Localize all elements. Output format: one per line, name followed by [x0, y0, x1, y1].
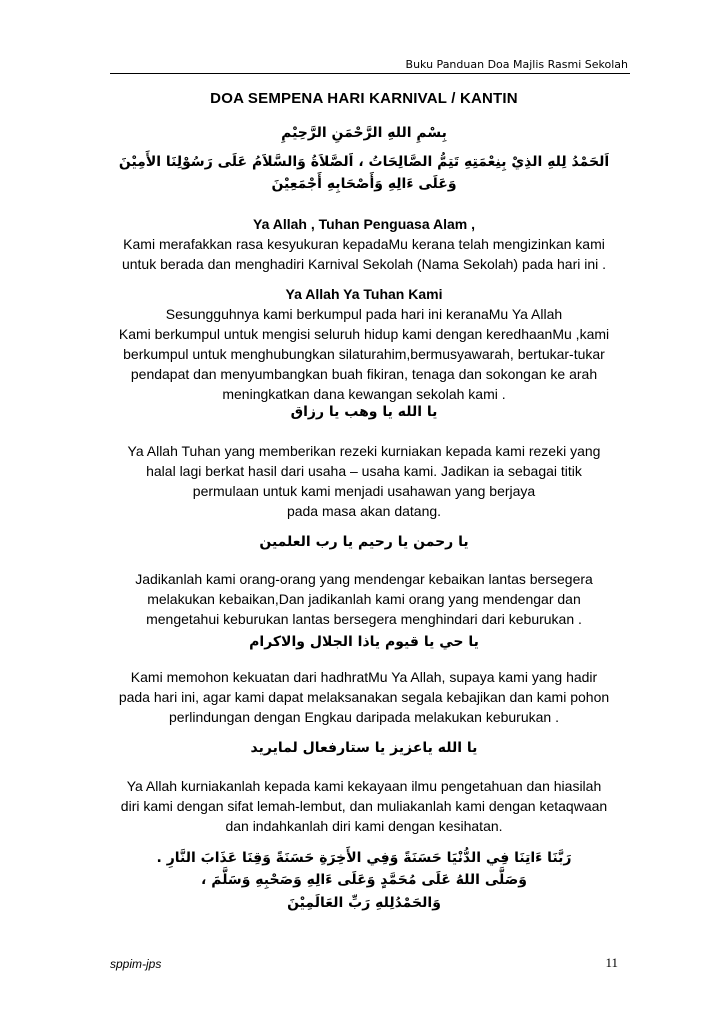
- arabic-closing-line-2: وَصَلَّى اللهُ عَلَى مُحَمَّدٍ وَعَلَى ءَالِهِ وَصَحْبِهِ وَسَلَّمَ ،: [201, 872, 527, 888]
- paragraph-3-line: halal lagi berkat hasil dari usaha – usaha kami. Jadikan ia sebagai titik: [146, 463, 582, 479]
- paragraph-5-line: perlindungan dengan Engkau daripada melakukan keburukan .: [169, 709, 559, 725]
- paragraph-3-line: Ya Allah Tuhan yang memberikan rezeki kurniakan kepada kami rezeki yang: [127, 443, 601, 459]
- paragraph-4-line: melakukan kebaikan,Dan jadikanlah kami orang yang mendengar dan: [147, 591, 581, 607]
- arabic-ya-wahhab: يا الله يا وهب يا رزاق: [290, 404, 438, 420]
- arabic-ya-aziz: يا الله ياعزيز يا ستارفعال لمايريد: [250, 740, 478, 756]
- paragraph-3: [104, 441, 624, 521]
- footer-source: sppim-jps: [110, 957, 162, 971]
- paragraph-6-line: dan indahkanlah diri kami dengan kesihatan.: [225, 818, 503, 834]
- paragraph-3-line: pada masa akan datang.: [286, 503, 442, 519]
- arabic-closing-line-1: رَبَّنَا ءَاتِنَا فِي الدُّنْيَا حَسَنَةً وَفِي الأَخِرَةِ حَسَنَةً وَقِنَا عَذَابَ النَّارِ .: [156, 850, 572, 866]
- paragraph-5-line: pada hari ini, agar kami dapat melaksanakan segala kebajikan dan kami pohon: [118, 689, 610, 705]
- header-rule: [110, 73, 630, 74]
- paragraph-3-line: permulaan untuk kami menjadi usahawan yang berjaya: [192, 483, 536, 499]
- arabic-ya-rahman: يا رحمن يا رحيم يا رب العلمين: [259, 534, 469, 550]
- arabic-bismillah: بِسْمِ اللهِ الرَّحْمَنِ الرَّحِيْمِ: [281, 125, 447, 141]
- paragraph-2-line: Kami berkumpul untuk mengisi seluruh hidup kami dengan keredhaanMu ,kami: [118, 326, 610, 342]
- paragraph-1-heading: Ya Allah , Tuhan Penguasa Alam ,: [253, 216, 475, 232]
- paragraph-2-line: meningkatkan dana kewangan sekolah kami .: [222, 386, 506, 402]
- paragraph-5: [104, 667, 624, 727]
- paragraph-2-line: Sesungguhnya kami berkumpul pada hari ini keranaMu Ya Allah: [165, 306, 563, 322]
- page-title: DOA SEMPENA HARI KARNIVAL / KANTIN: [210, 90, 518, 107]
- paragraph-6-line: Ya Allah kurniakanlah kepada kami kekayaan ilmu pengetahuan dan hiasilah: [126, 778, 602, 794]
- paragraph-6-line: diri kami dengan sifat lemah-lembut, dan muliakanlah kami dengan ketaqwaan: [120, 798, 608, 814]
- arabic-hamd-line-1: اَلحَمْدُ لِلهِ الذِيْ بِنِعْمَتِهِ تَتِمُّ الصَّالِحَاتُ ، اَلصَّلاَةُ وَالسَّلاَمُ عَلَى رَسُوْلِنَا الأَمِيْنَ: [118, 154, 610, 170]
- paragraph-5-line: Kami memohon kekuatan dari hadhratMu Ya Allah, supaya kami yang hadir: [130, 669, 598, 685]
- paragraph-4-line: Jadikanlah kami orang-orang yang mendengar kebaikan lantas bersegera: [135, 571, 593, 587]
- arabic-ya-hayyu: يا حي يا قيوم ياذا الجلال والاكرام: [249, 634, 479, 650]
- running-header: Buku Panduan Doa Majlis Rasmi Sekolah: [405, 58, 628, 71]
- paragraph-2: [104, 284, 624, 404]
- paragraph-4-line: mengetahui keburukan lantas bersegera menghindari dari keburukan .: [146, 611, 582, 627]
- paragraph-2-heading: Ya Allah Ya Tuhan Kami: [285, 286, 443, 302]
- paragraph-1-line: Kami merafakkan rasa kesyukuran kepadaMu kerana telah mengizinkan kami: [123, 236, 605, 252]
- arabic-closing-line-3: وَالحَمْدُلِلهِ رَبِّ العَالَمِيْنَ: [287, 895, 441, 911]
- arabic-hamd-line-2: وَعَلَى ءَالِهِ وَأَصْحَابِهِ أَجْمَعِيْنَ: [271, 176, 457, 192]
- paragraph-6: [104, 776, 624, 836]
- paragraph-1: [104, 214, 624, 274]
- page-number: 11: [605, 955, 618, 970]
- paragraph-1-line: untuk berada dan menghadiri Karnival Sekolah (Nama Sekolah) pada hari ini .: [121, 256, 607, 272]
- paragraph-2-line: berkumpul untuk menghubungkan silaturahim,bermusyawarah, bertukar-tukar: [123, 346, 605, 362]
- paragraph-2-line: pendapat dan menyumbangkan buah fikiran, tenaga dan sokongan ke arah: [130, 366, 598, 382]
- paragraph-4: [104, 569, 624, 629]
